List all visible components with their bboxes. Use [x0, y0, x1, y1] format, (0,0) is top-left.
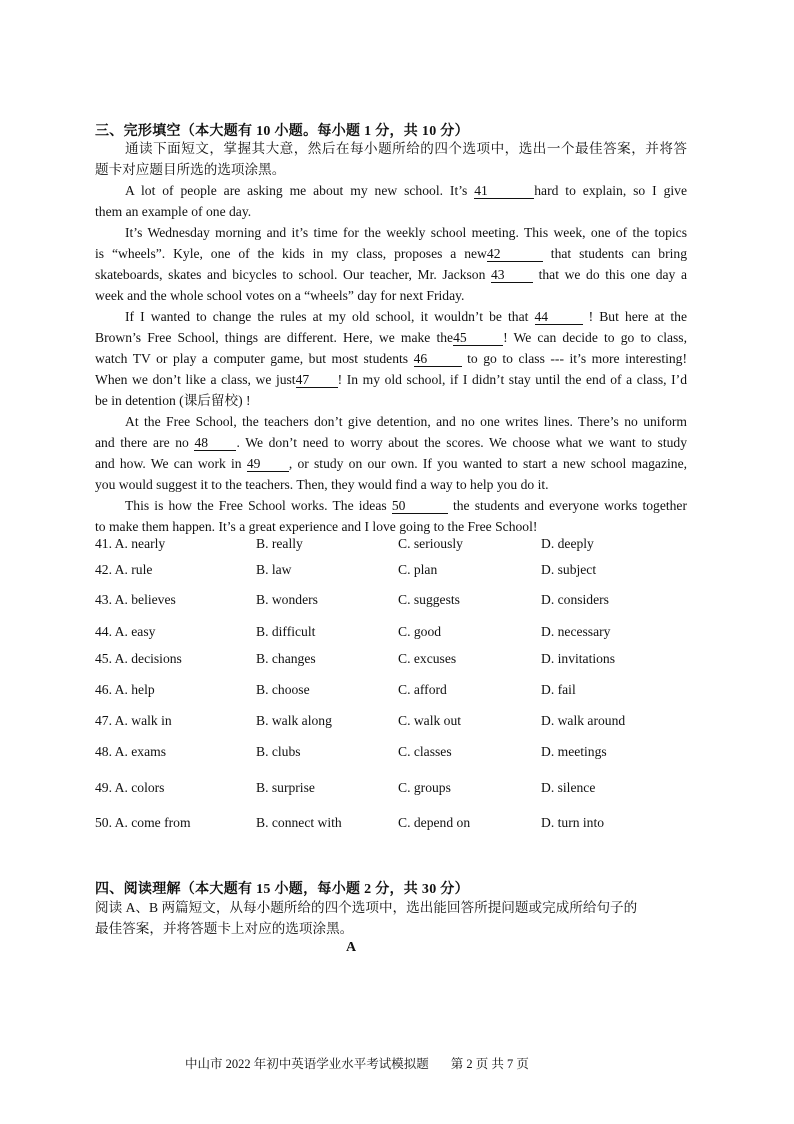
option-a: 45. A. decisions [95, 651, 182, 666]
option-c: C. good [398, 624, 442, 639]
passage-line: them an example of one day. [95, 204, 252, 219]
blank-48: 48 [194, 435, 236, 451]
blank-44: 44 [535, 309, 583, 325]
passage-text: This is how the Free School works. The ideas [125, 498, 387, 513]
option-b: B. really [256, 536, 303, 551]
passage-line [95, 495, 687, 516]
passage-line [95, 369, 687, 390]
blank-46: 46 [414, 351, 462, 367]
option-c: C. suggests [398, 592, 460, 607]
option-b: B. choose [256, 682, 310, 697]
option-c: C. afford [398, 682, 447, 697]
option-c: C. plan [398, 562, 438, 577]
option-d: D. fail [541, 682, 576, 697]
passage-line: At the Free School, the teachers don’t give detention, and no one writes lines. There’s no uniform [125, 414, 687, 429]
option-b: B. walk along [256, 713, 332, 728]
option-c: C. walk out [398, 713, 462, 728]
passage-text: skateboards, skates and bicycles to school. Our teacher, Mr. Jackson [95, 267, 486, 282]
option-row-46 [95, 682, 695, 702]
option-d: D. invitations [541, 651, 616, 666]
blank-42: 42 [487, 246, 543, 262]
passage-text: ! We can decide to go to class, [503, 330, 687, 345]
passage-text: and there are no [95, 435, 189, 450]
option-b: B. clubs [256, 744, 301, 759]
blank-45: 45 [453, 330, 503, 346]
option-row-41 [95, 536, 695, 556]
passage-line: you would suggest it to the teachers. Then, they would find a way to help you do it. [95, 477, 549, 492]
passage-line [95, 264, 687, 285]
passage-text: , or study on our own. If you wanted to start a new school magazine, [288, 456, 688, 471]
option-c: C. depend on [398, 815, 471, 830]
footer-page-number: 第 2 页 共 7 页 [450, 1057, 529, 1071]
passage-text: . We don’t need to worry about the scores. We choose what we want to study [236, 435, 687, 450]
passage-line [95, 327, 687, 348]
blank-43: 43 [491, 267, 533, 283]
blank-41: 41 [474, 183, 534, 199]
passage-line: It’s Wednesday morning and it’s time for the weekly school meeting. This week, one of the topics [125, 225, 687, 240]
passage-line [95, 243, 687, 264]
option-d: D. meetings [541, 744, 607, 759]
option-row-47 [95, 713, 695, 733]
passage-text: A lot of people are asking me about my new school. It’s [125, 183, 468, 198]
passage-text: and how. We can work in [95, 456, 242, 471]
option-a: 46. A. help [95, 682, 155, 697]
passage-line [95, 348, 687, 369]
option-b: B. wonders [256, 592, 318, 607]
option-d: D. turn into [541, 815, 605, 830]
page-footer [185, 1054, 529, 1072]
option-d: D. silence [541, 780, 596, 795]
option-d: D. walk around [541, 713, 626, 728]
option-b: B. difficult [256, 624, 316, 639]
passage-text: watch TV or play a computer game, but most students [95, 351, 409, 366]
passage-text: to go to class --- it’s more interesting! [467, 351, 687, 366]
passage-text: When we don’t like a class, we just [95, 372, 296, 387]
option-a: 50. A. come from [95, 815, 191, 830]
footer-exam-title: 中山市 2022 年初中英语学业水平考试模拟题 [185, 1057, 429, 1071]
passage-line [95, 432, 687, 453]
option-a: 49. A. colors [95, 780, 165, 795]
option-a: 42. A. rule [95, 562, 153, 577]
blank-47: 47 [296, 372, 338, 388]
option-c: C. classes [398, 744, 452, 759]
section3-instruction-1: 通读下面短文，掌握其大意，然后在每小题所给的四个选项中，选出一个最佳答案，并将答 [125, 141, 687, 156]
passage-text: that we do this one day a [538, 267, 687, 282]
passage-line: to make them happen. It’s a great experience and I love going to the Free School! [95, 519, 538, 534]
passage-line [95, 306, 687, 327]
section4-instruction-2: 最佳答案，并将答题卡上对应的选项涂黑。 [95, 921, 354, 936]
option-a: 43. A. believes [95, 592, 176, 607]
option-b: B. changes [256, 651, 316, 666]
passage-line [95, 180, 687, 201]
section3-instruction-2: 题卡对应题目所选的选项涂黑。 [95, 162, 286, 177]
option-c: C. seriously [398, 536, 463, 551]
section3-title: 三、完形填空（本大题有 10 小题。每小题 1 分，共 10 分） [95, 124, 469, 139]
passage-line: be in detention (课后留校) ! [95, 393, 251, 408]
passage-text: that students can bring [550, 246, 687, 261]
option-a: 48. A. exams [95, 744, 166, 759]
blank-50: 50 [392, 498, 448, 514]
option-b: B. surprise [256, 780, 315, 795]
passage-text: hard to explain, so I give [534, 183, 688, 198]
section4-instruction-1: 阅读 A、B 两篇短文，从每小题所给的四个选项中，选出能回答所提问题或完成所给句子的 [95, 900, 638, 915]
option-row-50 [95, 815, 695, 835]
option-d: D. necessary [541, 624, 611, 639]
option-row-43 [95, 592, 695, 612]
passage-line [95, 453, 687, 474]
passage-text: is “wheels”. Kyle, one of the kids in my class, proposes a new [95, 246, 487, 261]
option-d: D. subject [541, 562, 597, 577]
option-d: D. considers [541, 592, 609, 607]
option-b: B. law [256, 562, 292, 577]
option-row-45 [95, 651, 695, 671]
passage-line: week and the whole school votes on a “wheels” day for next Friday. [95, 288, 465, 303]
passage-text: ! But here at the [588, 309, 687, 324]
option-c: C. excuses [398, 651, 457, 666]
option-row-49 [95, 780, 695, 800]
option-a: 41. A. nearly [95, 536, 166, 551]
option-b: B. connect with [256, 815, 342, 830]
option-a: 47. A. walk in [95, 713, 172, 728]
option-d: D. deeply [541, 536, 594, 551]
passage-text: ! In my old school, if I didn’t stay until the end of a class, I’d [337, 372, 687, 387]
blank-49: 49 [247, 456, 289, 472]
option-c: C. groups [398, 780, 451, 795]
passage-text: If I wanted to change the rules at my old school, it wouldn’t be that [125, 309, 529, 324]
option-row-48 [95, 744, 695, 764]
section4-title: 四、阅读理解（本大题有 15 小题，每小题 2 分，共 30 分） [95, 882, 469, 897]
passage-text: the students and everyone works together [452, 498, 687, 513]
option-a: 44. A. easy [95, 624, 156, 639]
option-row-44 [95, 624, 695, 644]
passage-text: Brown’s Free School, things are different. Here, we make the [95, 330, 454, 345]
passage-a-heading: A [346, 940, 357, 955]
option-row-42 [95, 562, 695, 582]
